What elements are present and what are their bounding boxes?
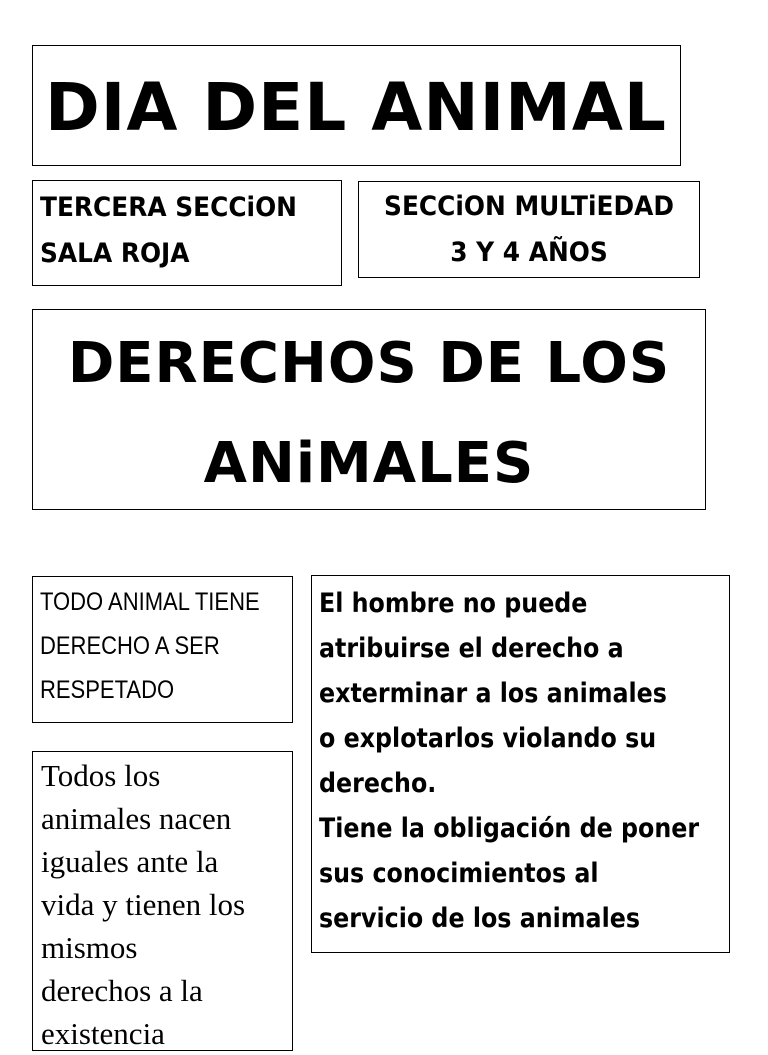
rights-heading bbox=[33, 314, 705, 514]
section-info-text bbox=[40, 185, 297, 277]
right-equal-line: animales nacen bbox=[41, 801, 232, 836]
section-info-box bbox=[32, 180, 342, 286]
right-equal-line: mismos bbox=[41, 930, 138, 965]
right-equal-line: existencia bbox=[41, 1016, 165, 1051]
title-box bbox=[32, 45, 681, 166]
multiage-label: SECCiON MULTiEDAD bbox=[384, 191, 674, 222]
page-title: DIA DEL ANIMAL bbox=[45, 69, 667, 146]
right-man-line: El hombre no puede bbox=[319, 588, 588, 619]
right-equal-line: vida y tienen los bbox=[41, 887, 246, 922]
heading-box bbox=[32, 309, 706, 510]
right-man-line: atribuirse el derecho a bbox=[319, 633, 624, 664]
room-name: SALA ROJA bbox=[40, 238, 190, 269]
right-respect-line: RESPETADO bbox=[40, 676, 175, 704]
ages-label: 3 Y 4 AÑOS bbox=[450, 237, 608, 268]
rights-heading-line-2: ANiMALES bbox=[203, 431, 535, 496]
right-respect-text bbox=[40, 580, 260, 712]
right-man-line: servicio de los animales bbox=[319, 903, 640, 934]
right-equal-line: iguales ante la bbox=[41, 844, 219, 879]
section-name: TERCERA SECCiON bbox=[40, 192, 297, 223]
right-respect-box bbox=[32, 576, 293, 723]
right-man-line: exterminar a los animales bbox=[319, 678, 667, 709]
right-man-line: Tiene la obligación de poner bbox=[319, 813, 700, 844]
right-man-line: o explotarlos violando su bbox=[319, 723, 657, 754]
right-equal-box bbox=[32, 751, 293, 1051]
right-man-line: sus conocimientos al bbox=[319, 858, 599, 889]
rights-heading-line-1: DERECHOS DE LOS bbox=[67, 331, 671, 396]
age-group-text bbox=[373, 184, 686, 276]
right-man-line: derecho. bbox=[319, 768, 437, 799]
right-respect-line: DERECHO A SER bbox=[40, 632, 220, 660]
right-man-box bbox=[311, 575, 730, 953]
right-man-text bbox=[319, 581, 699, 941]
age-group-box bbox=[358, 181, 700, 278]
right-equal-line: derechos a la bbox=[41, 973, 203, 1008]
right-equal-text bbox=[41, 754, 245, 1055]
right-respect-line: TODO ANIMAL TIENE bbox=[40, 588, 260, 616]
right-equal-line: Todos los bbox=[41, 758, 161, 793]
